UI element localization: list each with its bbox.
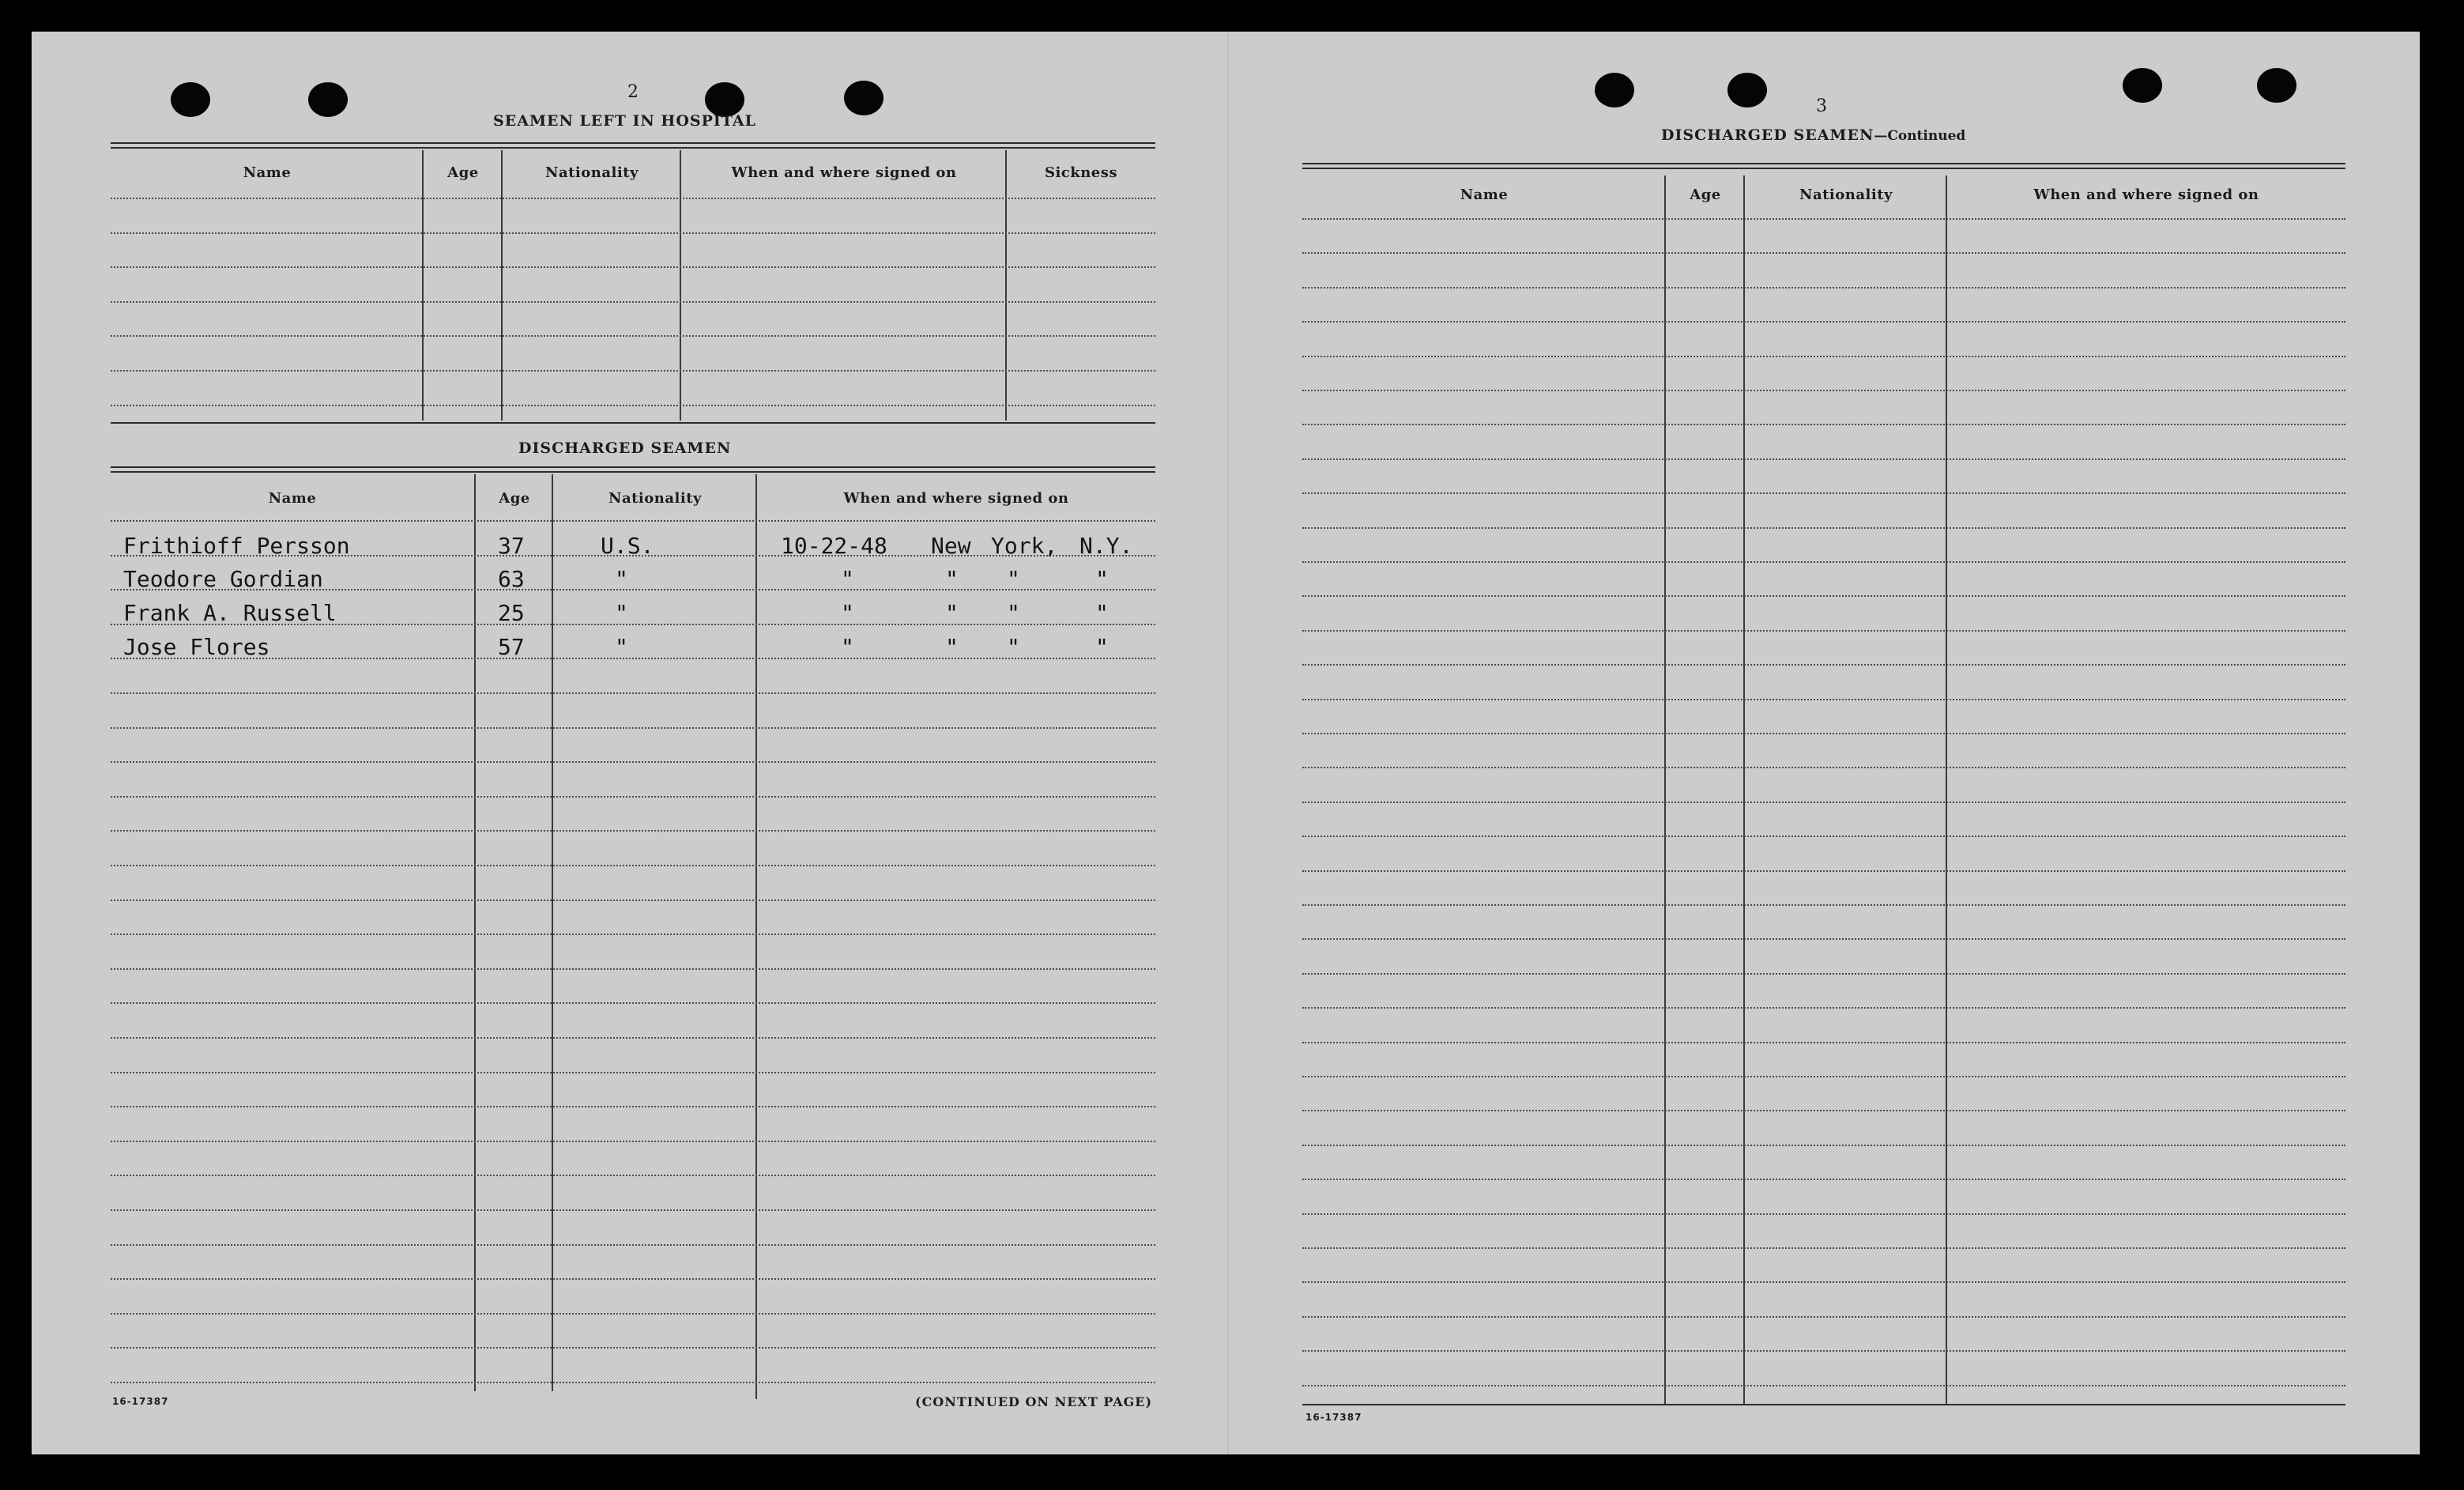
section-title-discharged-continued [1661, 126, 1965, 144]
ruled-line [111, 1175, 1155, 1176]
ruled-line [1302, 836, 2345, 837]
ruled-line [1302, 527, 2345, 529]
ruled-line [111, 405, 1155, 406]
ruled-line [111, 370, 1155, 372]
ruled-line [1302, 252, 2345, 254]
column-header-name: Name [268, 490, 317, 507]
signed-on-place: " [945, 600, 959, 626]
ruled-line [1302, 321, 2345, 323]
form-number: 16-17387 [1305, 1412, 1362, 1423]
ruled-line [111, 1037, 1155, 1039]
hospital-table [111, 142, 1155, 425]
ruled-line [1302, 870, 2345, 872]
ruled-line [111, 266, 1155, 268]
signed-on-place: New [931, 533, 971, 559]
ruled-line [111, 1244, 1155, 1246]
seaman-nationality: " [615, 600, 628, 626]
ruled-line [1302, 630, 2345, 632]
ruled-line [1302, 802, 2345, 803]
ruled-line [1302, 904, 2345, 906]
seaman-age: 63 [498, 566, 525, 592]
column-header-name: Name [243, 164, 292, 181]
ruled-line [111, 761, 1155, 763]
ruled-line [111, 232, 1155, 234]
column-header-nationality: Nationality [545, 164, 639, 181]
ruled-line [111, 934, 1155, 935]
signed-on-date: " [841, 634, 854, 660]
punch-hole [844, 81, 883, 115]
ruled-line [1302, 973, 2345, 975]
ruled-line [1302, 287, 2345, 289]
signed-on-place: " [945, 634, 959, 660]
ruled-line [111, 796, 1155, 798]
column-header-signed-on: When and where signed on [843, 490, 1069, 507]
column-header-signed-on: When and where signed on [2033, 187, 2259, 203]
title-suffix: —Continued [1874, 128, 1966, 144]
seaman-name: Frank A. Russell [123, 600, 337, 626]
ruled-line [1302, 1385, 2345, 1386]
ruled-line [1302, 938, 2345, 940]
column-header-age: Age [1690, 187, 1721, 203]
ruled-line [1302, 561, 2345, 563]
form-number: 16-17387 [112, 1396, 169, 1407]
column-header-nationality: Nationality [608, 490, 702, 507]
ruled-line [111, 1347, 1155, 1349]
column-header-age: Age [499, 490, 530, 507]
signed-on-date: " [841, 600, 854, 626]
punch-hole [171, 82, 210, 117]
ruled-line [1302, 767, 2345, 768]
ruled-line [111, 968, 1155, 970]
punch-hole [1727, 73, 1767, 108]
punch-hole [2123, 68, 2162, 103]
ruled-line [1302, 1145, 2345, 1146]
signed-on-date: " [841, 566, 854, 592]
page-number: 3 [1816, 96, 1828, 116]
ruled-line [1302, 1042, 2345, 1043]
page-number: 2 [627, 82, 639, 102]
signed-on-place: " [1095, 566, 1109, 592]
seaman-name: Teodore Gordian [123, 566, 323, 592]
ruled-line [111, 1141, 1155, 1142]
ruled-line [1302, 218, 2345, 220]
ruled-line [1302, 699, 2345, 700]
seaman-age: 37 [498, 533, 525, 559]
signed-on-date: 10-22-48 [781, 533, 887, 559]
signed-on-place: York, [991, 533, 1058, 559]
seaman-age: 57 [498, 634, 525, 660]
ruled-line [111, 301, 1155, 303]
ruled-line [111, 1278, 1155, 1280]
seaman-nationality: " [615, 566, 628, 592]
column-header-nationality: Nationality [1799, 187, 1893, 203]
signed-on-place: N.Y. [1079, 533, 1133, 559]
ruled-line [111, 1072, 1155, 1073]
ruled-line [1302, 356, 2345, 357]
ruled-line [111, 727, 1155, 729]
ruled-line [111, 830, 1155, 832]
ruled-line [1302, 733, 2345, 734]
ruled-line [1302, 1281, 2345, 1283]
ruled-line [1302, 1247, 2345, 1249]
ruled-line [111, 1209, 1155, 1211]
ruled-line [111, 198, 1155, 199]
ruled-line [1302, 390, 2345, 391]
ruled-line [1302, 1076, 2345, 1077]
ruled-line [111, 520, 1155, 522]
discharged-continued-table [1302, 163, 2345, 1407]
ruled-line [1302, 1007, 2345, 1009]
ruled-line [1302, 1179, 2345, 1180]
ruled-line [1302, 1316, 2345, 1318]
ruled-line [111, 865, 1155, 866]
punch-hole [308, 82, 348, 117]
seaman-nationality: U.S. [601, 533, 654, 559]
seaman-name: Frithioff Persson [123, 533, 350, 559]
signed-on-place: " [945, 566, 959, 592]
signed-on-place: " [1095, 634, 1109, 660]
ruled-line [1302, 664, 2345, 666]
ruled-line [111, 1313, 1155, 1315]
signed-on-place: " [1007, 634, 1020, 660]
ruled-line [111, 692, 1155, 694]
ruled-line [1302, 1213, 2345, 1215]
seaman-age: 25 [498, 600, 525, 626]
ruled-line [1302, 1350, 2345, 1352]
seaman-name: Jose Flores [123, 634, 270, 660]
ruled-line [1302, 1110, 2345, 1111]
column-header-age: Age [447, 164, 479, 181]
section-title-hospital: SEAMEN LEFT IN HOSPITAL [493, 112, 756, 130]
column-header-sickness: Sickness [1044, 164, 1118, 181]
ruled-line [1302, 595, 2345, 597]
ruled-line [111, 900, 1155, 901]
ruled-line [1302, 424, 2345, 425]
column-header-signed-on: When and where signed on [731, 164, 957, 181]
continued-note: (CONTINUED ON NEXT PAGE) [915, 1394, 1153, 1409]
ruled-line [111, 335, 1155, 337]
ruled-line [111, 1106, 1155, 1107]
page-fold [1227, 32, 1229, 1454]
title-main: DISCHARGED SEAMEN [1661, 126, 1874, 144]
punch-hole [1595, 73, 1634, 108]
signed-on-place: " [1007, 600, 1020, 626]
seaman-nationality: " [615, 634, 628, 660]
ruled-line [111, 1002, 1155, 1004]
punch-hole [2257, 68, 2296, 103]
ruled-line [1302, 458, 2345, 460]
signed-on-place: " [1095, 600, 1109, 626]
section-title-discharged: DISCHARGED SEAMEN [518, 439, 732, 457]
column-header-name: Name [1460, 187, 1509, 203]
signed-on-place: " [1007, 566, 1020, 592]
ruled-line [1302, 492, 2345, 494]
ruled-line [111, 1382, 1155, 1383]
